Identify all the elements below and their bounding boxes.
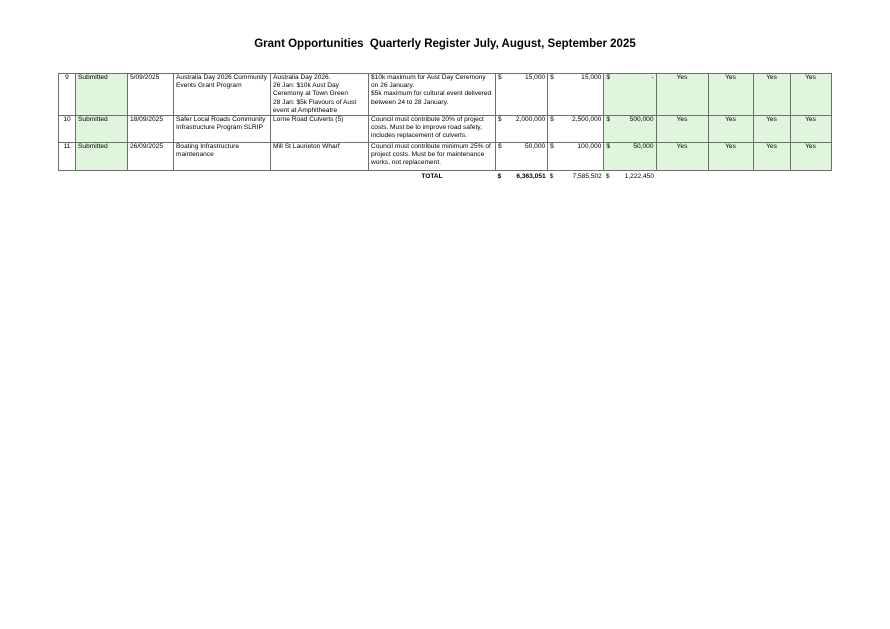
currency-symbol: $ bbox=[496, 116, 504, 143]
total-council-contribution: 1,222,450 bbox=[624, 173, 655, 180]
check-cell: Yes bbox=[708, 116, 753, 143]
check-cell: Yes bbox=[708, 143, 753, 171]
amount-requested-cell: 2,000,000 bbox=[504, 116, 548, 143]
program-cell: Boating Infrastructure maintenance bbox=[174, 143, 271, 171]
currency-symbol: $ bbox=[496, 74, 504, 116]
project-cost-cell: 15,000 bbox=[556, 74, 604, 116]
project-cost-cell: 100,000 bbox=[556, 143, 604, 171]
check-cell: Yes bbox=[790, 116, 831, 143]
grant-register-table bbox=[58, 73, 832, 181]
row-number: 11 bbox=[59, 143, 76, 171]
currency-symbol: $ bbox=[496, 143, 504, 171]
check-cell: Yes bbox=[656, 143, 708, 171]
check-cell: Yes bbox=[790, 74, 831, 116]
currency-symbol: $ bbox=[548, 143, 556, 171]
check-cell: Yes bbox=[753, 116, 790, 143]
currency-symbol: $ bbox=[604, 74, 612, 116]
date-cell: 5/09/2025 bbox=[128, 74, 174, 116]
status-cell: Submitted bbox=[76, 143, 128, 171]
council-contribution-cell: - bbox=[612, 74, 656, 116]
program-cell: Safer Local Roads Community Infrastructure Program SLRIP bbox=[174, 116, 271, 143]
project-cell: Lorne Road Culverts (5) bbox=[271, 116, 369, 143]
table-row bbox=[59, 74, 832, 116]
conditions-cell: Council must contribute minimum 25% of project costs. Must be for maintenance works, not replacement. bbox=[369, 143, 496, 171]
total-row bbox=[59, 171, 832, 182]
council-contribution-cell: 50,000 bbox=[612, 143, 656, 171]
conditions-cell: $10k maximum for Aust Day Ceremony on 26 January. $5k maximum for cultural event delivered between 24 to 28 January. bbox=[369, 74, 496, 116]
amount-requested-cell: 50,000 bbox=[504, 143, 548, 171]
check-cell: Yes bbox=[656, 74, 708, 116]
date-cell: 26/09/2025 bbox=[128, 143, 174, 171]
currency-symbol: $ bbox=[497, 173, 502, 180]
date-cell: 18/09/2025 bbox=[128, 116, 174, 143]
currency-symbol: $ bbox=[604, 143, 612, 171]
project-cell: Mill St Laurieton Wharf bbox=[271, 143, 369, 171]
council-contribution-cell: 500,000 bbox=[612, 116, 656, 143]
check-cell: Yes bbox=[753, 74, 790, 116]
total-amount-requested: 6,363,051 bbox=[516, 173, 546, 180]
currency-symbol: $ bbox=[548, 116, 556, 143]
conditions-cell: Council must contribute 20% of project costs. Must be to improve road safety, includes replacement of culverts. bbox=[369, 116, 496, 143]
table-row bbox=[59, 116, 832, 143]
row-number: 10 bbox=[59, 116, 76, 143]
row-number: 9 bbox=[59, 74, 76, 116]
currency-symbol: $ bbox=[548, 74, 556, 116]
check-cell: Yes bbox=[656, 116, 708, 143]
project-cell bbox=[271, 74, 369, 116]
currency-symbol: $ bbox=[605, 173, 610, 180]
check-cell: Yes bbox=[708, 74, 753, 116]
project-cost-cell: 2,500,000 bbox=[556, 116, 604, 143]
total-project-cost: 7,585,502 bbox=[572, 173, 602, 180]
check-cell: Yes bbox=[790, 143, 831, 171]
page-title: Grant Opportunities Quarterly Register July, August, September 2025 bbox=[254, 38, 636, 50]
project-text: Australia Day 2026. 26 Jan: $10k Aust Day Ceremony at Town Green 28 Jan: $5k Flavours of Aust event at Amphitheatre bbox=[273, 74, 357, 114]
status-cell: Submitted bbox=[76, 116, 128, 143]
program-cell: Australia Day 2026 Community Events Grant Program bbox=[174, 74, 271, 116]
amount-requested-cell: 15,000 bbox=[504, 74, 548, 116]
status-cell: Submitted bbox=[76, 74, 128, 116]
table-row bbox=[59, 143, 832, 171]
total-label: TOTAL bbox=[421, 173, 443, 180]
currency-symbol: $ bbox=[604, 116, 612, 143]
check-cell: Yes bbox=[753, 143, 790, 171]
currency-symbol: $ bbox=[549, 173, 554, 180]
